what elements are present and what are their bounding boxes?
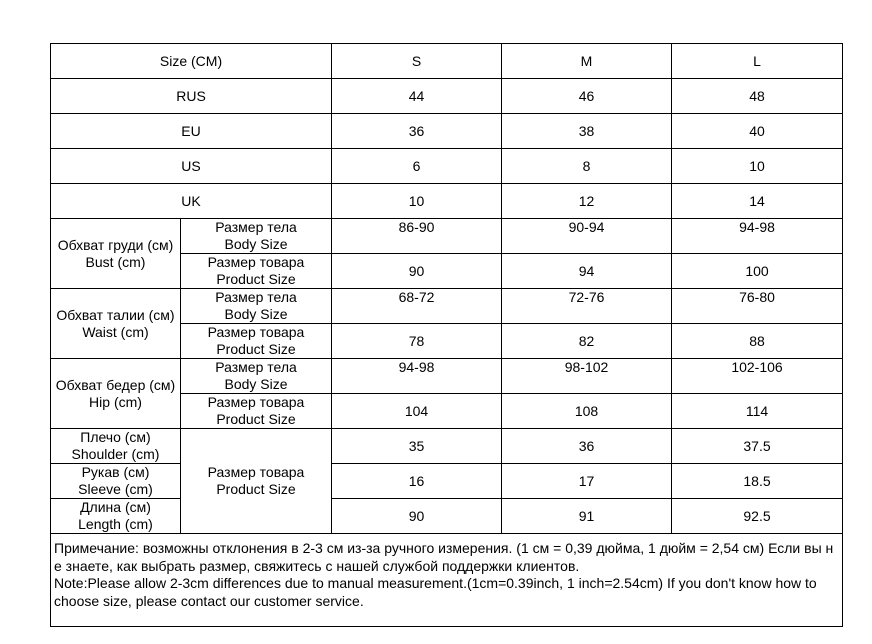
size-s-header: S	[332, 44, 502, 79]
measurement-name-ru: Обхват груди (см)	[57, 236, 174, 253]
body-size-value: 76-80	[672, 289, 843, 324]
conversion-value: 44	[332, 79, 502, 114]
product-size-value: 90	[332, 254, 502, 289]
body-size-label	[181, 219, 332, 254]
product-size-ru: Размер товара	[207, 394, 305, 410]
body-size-value: 86-90	[332, 219, 502, 254]
measurement-name-ru: Обхват талии (см)	[56, 306, 175, 323]
body-size-en: Body Size	[224, 236, 288, 252]
product-size-value: 114	[672, 394, 843, 429]
measurement-row-shoulder	[51, 429, 843, 464]
measurement-name-en: Waist (cm)	[82, 323, 149, 340]
body-size-value: 72-76	[502, 289, 672, 324]
product-size-value: 104	[332, 394, 502, 429]
product-size-en: Product Size	[216, 481, 296, 497]
body-size-label	[181, 359, 332, 394]
product-size-en: Product Size	[216, 341, 296, 357]
conversion-value: 8	[502, 149, 672, 184]
conversion-row-us	[51, 149, 843, 184]
conversion-value: 14	[672, 184, 843, 219]
measurement-label-length	[51, 499, 181, 534]
body-size-ru: Размер тела	[215, 289, 297, 305]
product-size-ru: Размер товара	[207, 464, 305, 480]
product-size-en: Product Size	[216, 411, 296, 427]
conversion-value: 10	[672, 149, 843, 184]
measurement-name-ru: Плечо (см)	[80, 429, 151, 445]
measurement-name-ru: Обхват бедер (см)	[55, 376, 176, 393]
note-row	[51, 534, 843, 627]
body-size-en: Body Size	[224, 306, 288, 322]
measurement-name-en: Sleeve (cm)	[78, 481, 153, 497]
product-size-value: 91	[502, 499, 672, 534]
product-size-label	[181, 394, 332, 429]
measurement-row-length	[51, 499, 843, 534]
conversion-label: EU	[51, 114, 332, 149]
product-size-value: 88	[672, 324, 843, 359]
size-l-header: L	[672, 44, 843, 79]
product-size-value: 90	[332, 499, 502, 534]
measurement-label-sleeve	[51, 464, 181, 499]
header-row	[51, 44, 843, 79]
product-size-value: 16	[332, 464, 502, 499]
size-m-header: M	[502, 44, 672, 79]
product-size-value: 35	[332, 429, 502, 464]
measurement-row-bust-body	[51, 219, 843, 254]
conversion-value: 46	[502, 79, 672, 114]
conversion-row-rus	[51, 79, 843, 114]
measurement-name-en: Length (cm)	[78, 516, 153, 532]
body-size-value: 102-106	[672, 359, 843, 394]
note-en-line2: choose size, please contact our customer service.	[54, 592, 364, 609]
measurement-row-waist-body	[51, 289, 843, 324]
conversion-value: 12	[502, 184, 672, 219]
measurement-name-ru: Рукав (см)	[81, 464, 150, 480]
product-size-ru: Размер товара	[207, 324, 305, 340]
conversion-label: RUS	[51, 79, 332, 114]
body-size-value: 90-94	[502, 219, 672, 254]
conversion-value: 36	[332, 114, 502, 149]
measurement-name-en: Hip (cm)	[89, 393, 142, 410]
product-size-value: 36	[502, 429, 672, 464]
conversion-value: 40	[672, 114, 843, 149]
measurement-note	[51, 534, 843, 627]
measurement-row-sleeve	[51, 464, 843, 499]
body-size-ru: Размер тела	[215, 219, 297, 235]
measurement-label-hip	[51, 359, 181, 429]
product-size-ru: Размер товара	[207, 254, 305, 270]
conversion-value: 38	[502, 114, 672, 149]
body-size-value: 98-102	[502, 359, 672, 394]
conversion-label: UK	[51, 184, 332, 219]
size-header-label: Size (CM)	[51, 44, 332, 79]
conversion-row-eu	[51, 114, 843, 149]
size-chart-table	[50, 43, 843, 627]
product-size-value: 94	[502, 254, 672, 289]
conversion-value: 48	[672, 79, 843, 114]
product-size-value: 37.5	[672, 429, 843, 464]
product-size-value: 17	[502, 464, 672, 499]
body-size-value: 94-98	[332, 359, 502, 394]
body-size-label	[181, 289, 332, 324]
note-ru-line2: е знаете, как выбрать размер, свяжитесь с нашей службой поддержки клиентов.	[54, 557, 580, 574]
body-size-value: 94-98	[672, 219, 843, 254]
conversion-value: 10	[332, 184, 502, 219]
body-size-value: 68-72	[332, 289, 502, 324]
body-size-ru: Размер тела	[215, 359, 297, 375]
product-size-label	[181, 429, 332, 534]
product-size-value: 78	[332, 324, 502, 359]
product-size-label	[181, 254, 332, 289]
measurement-name-en: Bust (cm)	[85, 253, 146, 270]
conversion-value: 6	[332, 149, 502, 184]
product-size-value: 108	[502, 394, 672, 429]
product-size-value: 82	[502, 324, 672, 359]
product-size-label	[181, 324, 332, 359]
product-size-en: Product Size	[216, 271, 296, 287]
product-size-value: 100	[672, 254, 843, 289]
product-size-value: 92.5	[672, 499, 843, 534]
body-size-en: Body Size	[224, 376, 288, 392]
measurement-label-shoulder	[51, 429, 181, 464]
conversion-label: US	[51, 149, 332, 184]
measurement-name-en: Shoulder (cm)	[71, 446, 160, 462]
measurement-name-ru: Длина (см)	[80, 499, 151, 515]
note-en-line1: Note:Please allow 2-3cm differences due to manual measurement.(1cm=0.39inch, 1 inch=2.54cm) If you don't know how to	[54, 575, 817, 591]
conversion-row-uk	[51, 184, 843, 219]
note-ru-line1: Примечание: возможны отклонения в 2-3 см из-за ручного измерения. (1 см = 0,39 дюйма, 1 дюйм = 2,54 см) Если вы н	[54, 540, 834, 556]
measurement-row-hip-body	[51, 359, 843, 394]
product-size-value: 18.5	[672, 464, 843, 499]
measurement-label-bust	[51, 219, 181, 289]
measurement-label-waist	[51, 289, 181, 359]
